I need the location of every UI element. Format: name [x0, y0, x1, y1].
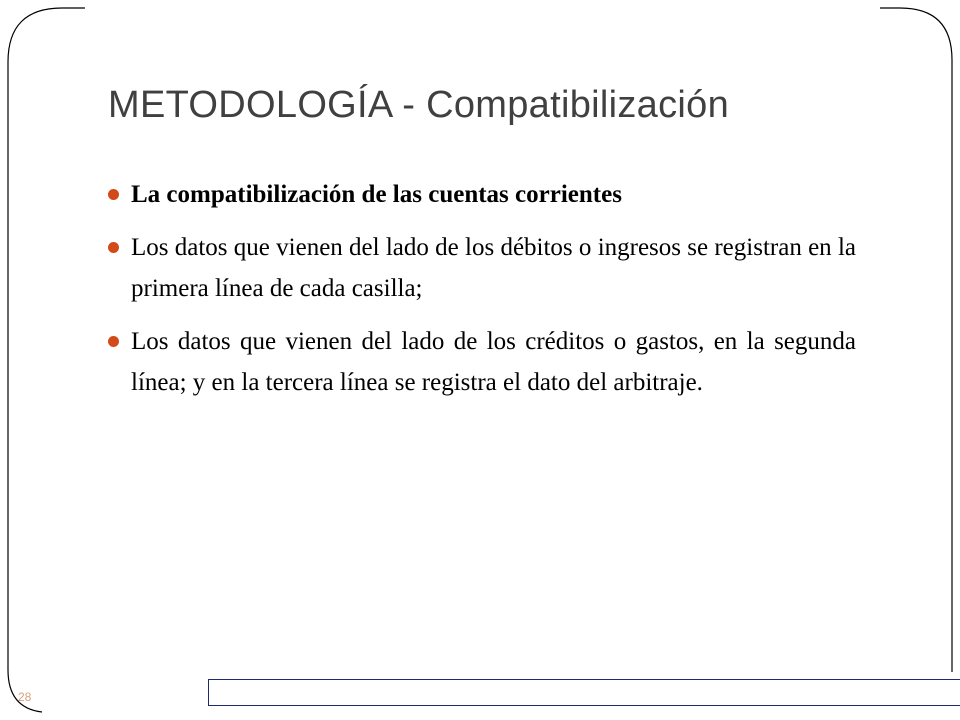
bullet-item: [108, 174, 856, 215]
slide-title: METODOLOGÍA - Compatibilización: [108, 84, 730, 126]
bullet-dot-icon: [108, 336, 119, 347]
bullet-dot-icon: [108, 242, 119, 253]
bullet-text: La compatibilización de las cuentas corrientes: [131, 181, 622, 208]
bullet-text: Los datos que vienen del lado de los créditos o gastos, en la segunda línea; y en la tercera línea se registra el dato del arbitraje.: [131, 328, 856, 396]
bullet-text: Los datos que vienen del lado de los débitos o ingresos se registran en la primera línea de cada casilla;: [131, 234, 856, 302]
footer-bar: [208, 679, 960, 706]
bullet-list: [108, 174, 856, 415]
bullet-item: [108, 227, 856, 309]
bullet-item: [108, 321, 856, 403]
page-number: 28: [18, 690, 32, 704]
bullet-dot-icon: [108, 189, 119, 200]
